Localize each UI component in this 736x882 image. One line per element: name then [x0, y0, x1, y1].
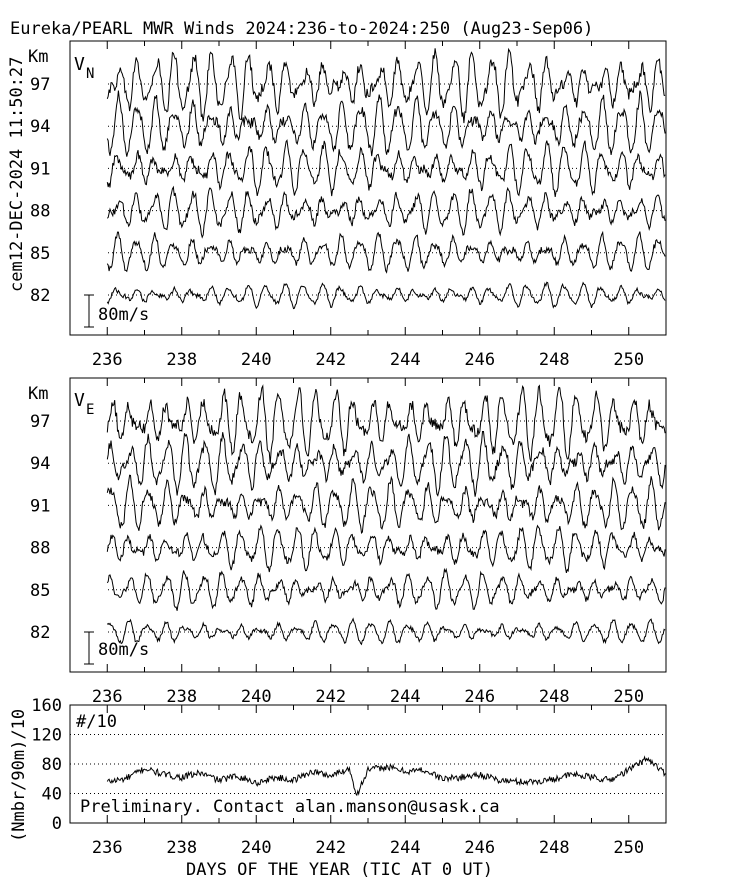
- vn-trace-91km: [107, 140, 665, 197]
- ve-height-tick-85: 85: [30, 580, 51, 601]
- ve-x-tick-label-244: 244: [389, 687, 421, 707]
- count-x-tick-label-248: 248: [538, 838, 570, 858]
- ve-x-tick-label-242: 242: [315, 687, 347, 707]
- ve-x-tick-label-238: 238: [166, 687, 198, 707]
- vn-height-tick-85: 85: [30, 243, 51, 264]
- count-x-tick-label-250: 250: [613, 838, 645, 858]
- ve-trace-82km: [107, 619, 665, 645]
- ve-trace-88km: [107, 526, 665, 573]
- vn-height-unit-label: Km: [28, 47, 49, 67]
- vn-x-tick-label-236: 236: [91, 350, 123, 370]
- vn-height-tick-91: 91: [30, 159, 51, 180]
- vn-height-tick-97: 97: [30, 75, 51, 95]
- ve-trace-94km: [107, 432, 665, 497]
- ve-x-tick-label-246: 246: [464, 687, 496, 707]
- count-x-tick-label-240: 240: [240, 838, 272, 858]
- count-y-tick-label-160: 160: [31, 696, 62, 716]
- vn-trace-88km: [107, 187, 665, 237]
- count-panel: [31, 696, 666, 858]
- count-y-axis-label: (Nmbr/90m)/10: [9, 708, 29, 842]
- vn-height-tick-94: 94: [30, 117, 51, 138]
- ve-component-subscript: E: [86, 402, 95, 418]
- vn-scale-label: 80m/s: [98, 305, 150, 325]
- vn-trace-82km: [107, 282, 665, 308]
- ve-x-tick-label-236: 236: [91, 687, 123, 707]
- ve-panel: [28, 378, 666, 707]
- ve-trace-85km: [107, 569, 665, 610]
- ve-height-tick-97: 97: [30, 412, 51, 432]
- vn-x-tick-label-238: 238: [166, 350, 198, 370]
- vn-panel-frame: [70, 41, 666, 335]
- count-x-tick-label-246: 246: [464, 838, 496, 858]
- ve-height-tick-82: 82: [30, 623, 51, 643]
- count-trace: [107, 757, 666, 795]
- vn-x-tick-label-250: 250: [613, 350, 645, 370]
- count-series-label: #/10: [76, 712, 117, 732]
- ve-height-tick-91: 91: [30, 496, 51, 517]
- x-axis-label: DAYS OF THE YEAR (TIC AT 0 UT): [186, 860, 494, 877]
- ve-x-tick-label-250: 250: [613, 687, 645, 707]
- count-x-tick-label-244: 244: [389, 838, 421, 858]
- ve-height-tick-94: 94: [30, 454, 51, 475]
- ve-component-label: V: [74, 390, 85, 411]
- count-y-tick-label-120: 120: [31, 725, 62, 746]
- ve-scale-label: 80m/s: [98, 640, 150, 660]
- vn-x-tick-label-242: 242: [315, 350, 347, 370]
- ve-x-tick-label-248: 248: [538, 687, 570, 707]
- vn-x-tick-label-248: 248: [538, 350, 570, 370]
- count-y-tick-label-80: 80: [41, 755, 62, 775]
- vn-trace-94km: [107, 91, 665, 157]
- vn-component-label: V: [74, 54, 85, 75]
- count-y-tick-label-40: 40: [41, 784, 62, 805]
- vn-height-tick-82: 82: [30, 286, 51, 306]
- vn-x-tick-label-244: 244: [389, 350, 421, 370]
- count-x-tick-label-236: 236: [91, 838, 123, 858]
- side-timestamp-label: cem12-DEC-2024 11:50:27: [7, 56, 27, 292]
- count-y-tick-label-0: 0: [51, 814, 62, 834]
- ve-height-tick-88: 88: [30, 538, 51, 559]
- vn-panel: [28, 41, 666, 370]
- vn-height-tick-88: 88: [30, 201, 51, 222]
- vn-component-subscript: N: [86, 66, 95, 82]
- vn-x-tick-label-240: 240: [240, 350, 272, 370]
- ve-x-tick-label-240: 240: [240, 687, 272, 707]
- figure-title: Eureka/PEARL MWR Winds 2024:236-to-2024:250 (Aug23-Sep06): [10, 19, 594, 39]
- vn-x-tick-label-246: 246: [464, 350, 496, 370]
- ve-panel-frame: [70, 378, 666, 672]
- footer-contact-note: Preliminary. Contact alan.manson@usask.ca: [80, 797, 500, 817]
- count-x-tick-label-238: 238: [166, 838, 198, 858]
- ve-trace-91km: [107, 475, 665, 533]
- vn-trace-85km: [107, 232, 665, 273]
- count-x-tick-label-242: 242: [315, 838, 347, 858]
- ve-height-unit-label: Km: [28, 384, 49, 404]
